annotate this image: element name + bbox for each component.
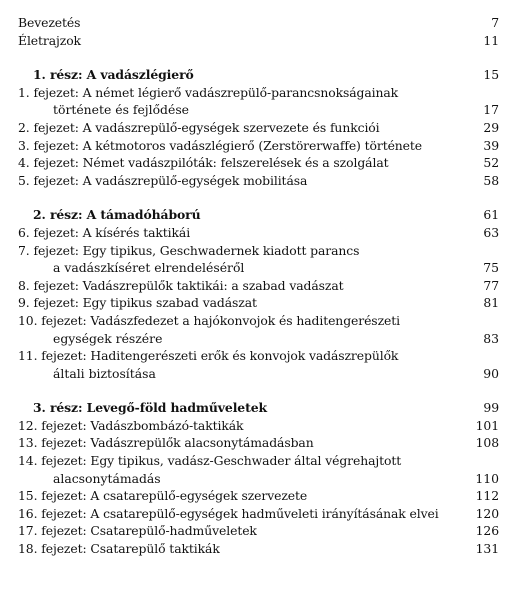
toc-entry-title-cont: általi biztosítása xyxy=(53,365,156,381)
toc-entry-continuation xyxy=(18,470,499,488)
toc-entry-title: 12. fejezet: Vadászbombázó-taktikák xyxy=(18,417,244,433)
toc-entry-title: 8. fejezet: Vadászrepülők taktikái: a szabad vadászat xyxy=(18,277,344,293)
toc-entry-page: 11 xyxy=(483,32,499,48)
toc-entry xyxy=(18,540,499,558)
toc-entry-title-cont: története és fejlődése xyxy=(53,102,190,118)
toc-entry-page: 58 xyxy=(483,172,499,188)
toc-entry-page: 29 xyxy=(483,119,499,135)
toc-entry-title: 18. fejezet: Csatarepülő taktikák xyxy=(18,541,220,557)
toc-entry-title: 13. fejezet: Vadászrepülők alacsonytámadásban xyxy=(18,435,314,451)
toc-entry-page: 99 xyxy=(483,400,499,416)
toc-entry xyxy=(18,347,499,365)
toc-entry-continuation xyxy=(18,101,499,119)
toc-entry xyxy=(18,172,499,190)
toc-part-heading xyxy=(18,399,499,417)
toc-entry-title: 1. fejezet: A német légierő vadászrepülő-parancsnokságainak xyxy=(18,84,399,100)
toc-entry-introduction xyxy=(18,14,499,32)
toc-entry-page: 7 xyxy=(491,15,499,30)
toc-entry-title: 3. fejezet: A kétmotoros vadászlégierő (Zerstörerwaffe) története xyxy=(18,137,423,153)
toc-entry-title-cont: a vadászkíséret elrendeléséről xyxy=(53,260,245,276)
toc-entry-page: 108 xyxy=(475,435,499,451)
toc-entry xyxy=(18,522,499,540)
toc-entry-page: 63 xyxy=(483,224,499,240)
toc-part-heading xyxy=(18,66,499,84)
toc-entry-page: 77 xyxy=(483,277,499,293)
section-gap xyxy=(18,49,499,66)
toc-entry xyxy=(18,224,499,242)
toc-entry-page: 81 xyxy=(483,295,499,311)
toc-entry-title: 2. fejezet: A vadászrepülő-egységek szervezete és funkciói xyxy=(18,119,380,135)
toc-entry-title: 17. fejezet: Csatarepülő-hadműveletek xyxy=(18,523,257,539)
toc-entry-title: 5. fejezet: A vadászrepülő-egységek mobilitása xyxy=(18,172,308,188)
toc-entry-page: 101 xyxy=(475,417,499,433)
toc-entry-page: 39 xyxy=(483,137,499,153)
toc-entry-biographies xyxy=(18,32,499,50)
toc-entry-page: 15 xyxy=(483,67,499,83)
toc-entry-title-cont: egységek részére xyxy=(53,330,163,346)
toc-entry-page: 90 xyxy=(483,365,499,381)
section-gap xyxy=(18,382,499,399)
toc-entry-page: 17 xyxy=(483,102,499,118)
toc-entry-title: 4. fejezet: Német vadászpilóták: felszerelések és a szolgálat xyxy=(18,155,389,171)
toc-entry xyxy=(18,154,499,172)
toc-entry xyxy=(18,434,499,452)
toc-entry xyxy=(18,294,499,312)
toc-entry xyxy=(18,505,499,523)
toc-part-title: 3. rész: Levegő-föld hadműveletek xyxy=(33,400,267,416)
table-of-contents xyxy=(18,14,499,558)
toc-entry-title: 6. fejezet: A kísérés taktikái xyxy=(18,224,191,240)
toc-entry-title: Bevezetés xyxy=(18,15,81,30)
toc-entry-continuation xyxy=(18,259,499,277)
toc-entry-page: 110 xyxy=(475,470,499,486)
toc-entry-title: 11. fejezet: Haditengerészeti erők és konvojok vadászrepülők xyxy=(18,348,399,364)
toc-entry xyxy=(18,84,499,102)
toc-entry xyxy=(18,242,499,260)
toc-entry-title-cont: alacsonytámadás xyxy=(53,470,161,486)
toc-entry-title: 14. fejezet: Egy tipikus, vadász-Geschwader által végrehajtott xyxy=(18,453,402,469)
toc-entry-page: 131 xyxy=(475,541,499,557)
toc-entry-continuation xyxy=(18,365,499,383)
section-gap xyxy=(18,189,499,206)
toc-entry-title: 7. fejezet: Egy tipikus, Geschwadernek kiadott parancs xyxy=(18,242,360,258)
toc-entry-page: 120 xyxy=(475,505,499,521)
toc-entry-title: 16. fejezet: A csatarepülő-egységek hadműveleti irányításának elvei xyxy=(18,505,439,521)
toc-entry-title: 9. fejezet: Egy tipikus szabad vadászat xyxy=(18,295,257,311)
toc-entry-page: 52 xyxy=(483,155,499,171)
toc-part-heading xyxy=(18,206,499,224)
toc-entry xyxy=(18,277,499,295)
toc-entry-continuation xyxy=(18,330,499,348)
toc-entry xyxy=(18,119,499,137)
toc-entry-page: 126 xyxy=(475,523,499,539)
toc-entry-title: 10. fejezet: Vadászfedezet a hajókonvojok és haditengerészeti xyxy=(18,312,400,328)
toc-entry-page: 83 xyxy=(483,330,499,346)
toc-entry-title: 15. fejezet: A csatarepülő-egységek szervezete xyxy=(18,488,308,504)
toc-entry-title: Életrajzok xyxy=(18,32,81,48)
toc-part-title: 2. rész: A támadóháború xyxy=(33,207,201,223)
toc-entry xyxy=(18,487,499,505)
toc-entry-page: 112 xyxy=(475,488,499,504)
toc-entry-page: 75 xyxy=(483,260,499,276)
toc-part-title: 1. rész: A vadászlégierő xyxy=(33,67,194,83)
toc-entry xyxy=(18,452,499,470)
toc-entry xyxy=(18,137,499,155)
toc-entry-page: 61 xyxy=(483,207,499,223)
toc-entry xyxy=(18,312,499,330)
toc-entry xyxy=(18,417,499,435)
